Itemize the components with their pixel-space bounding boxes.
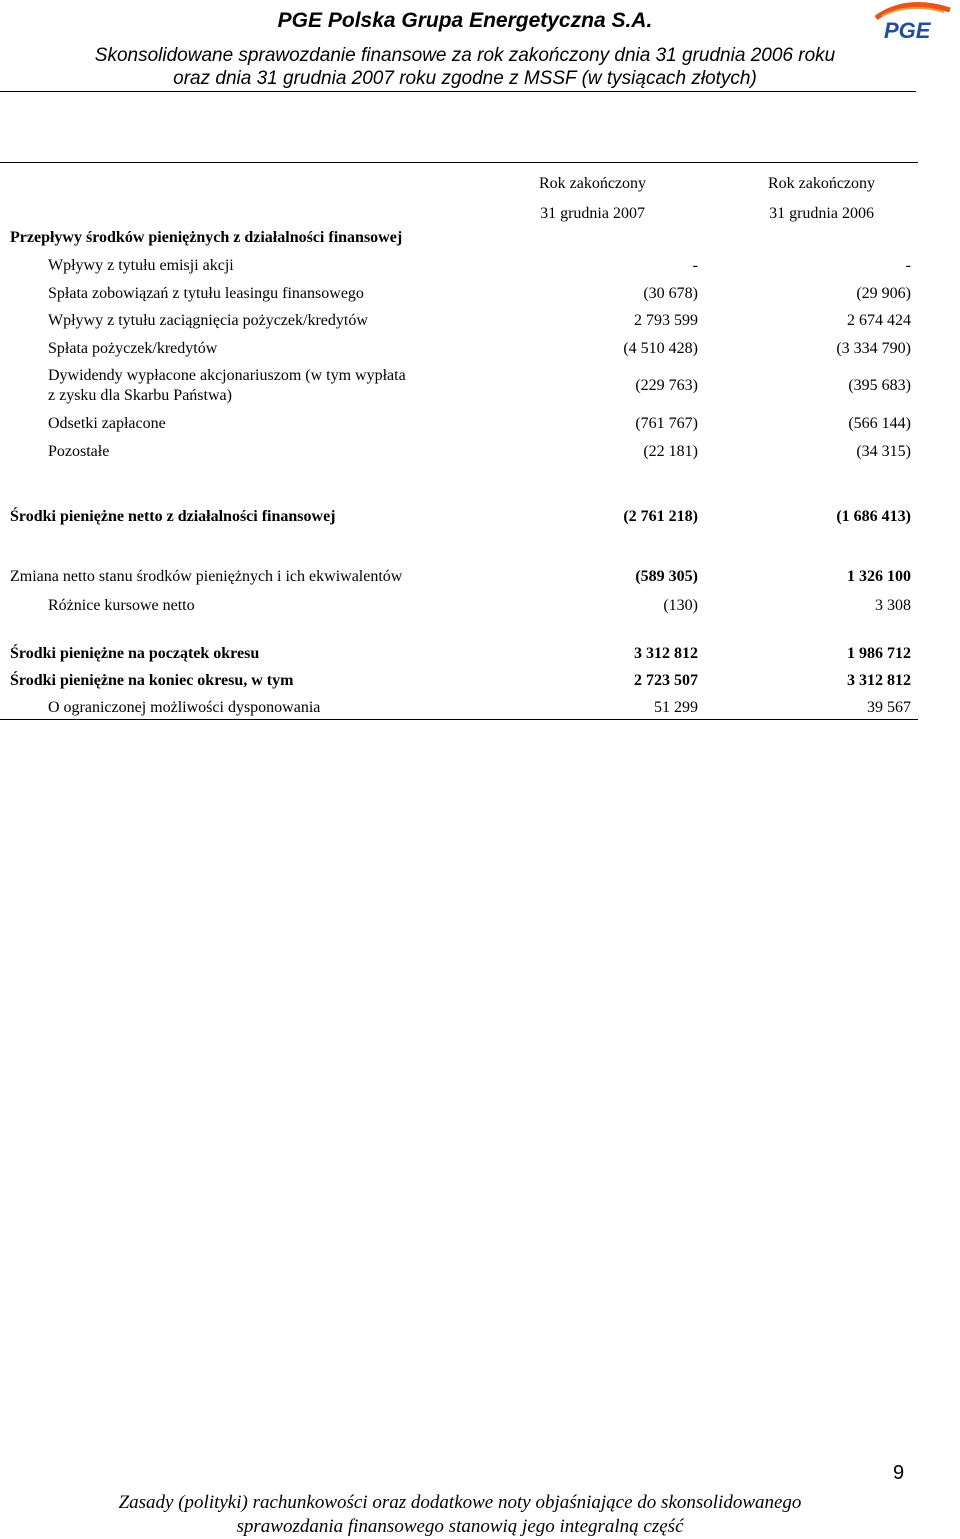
- value-2007: 2 793 599: [634, 312, 698, 329]
- value-2006: (1 686 413): [836, 508, 911, 525]
- column-header-2007-line-2: 31 grudnia 2007: [540, 205, 645, 222]
- value-2006: 39 567: [867, 699, 911, 716]
- value-2007: (130): [663, 597, 698, 614]
- footer-note-line-2: sprawozdania finansowego stanowią jego integralną część: [236, 1516, 684, 1537]
- row-label: Środki pieniężne na koniec okresu, w tym: [10, 672, 294, 689]
- row-label: Środki pieniężne netto z działalności finansowej: [10, 508, 336, 525]
- section-title: Przepływy środków pieniężnych z działalności finansowej: [10, 229, 403, 246]
- value-2007: -: [692, 257, 698, 274]
- column-header-2006-line-2: 31 grudnia 2006: [769, 205, 874, 222]
- value-2006: (34 315): [856, 443, 911, 460]
- value-2007: (761 767): [635, 415, 698, 432]
- row-label: Środki pieniężne na początek okresu: [10, 645, 260, 662]
- value-2006: 1 326 100: [847, 568, 911, 585]
- row-label: Wpływy z tytułu emisji akcji: [48, 257, 234, 274]
- value-2006: 3 308: [875, 597, 911, 614]
- value-2006: (3 334 790): [836, 340, 911, 357]
- value-2007: 2 723 507: [634, 672, 698, 689]
- value-2007: (2 761 218): [623, 508, 698, 525]
- value-2007: 51 299: [654, 699, 698, 716]
- value-2007: (589 305): [635, 568, 698, 585]
- row-label: Spłata pożyczek/kredytów: [48, 340, 218, 357]
- row-label: Odsetki zapłacone: [48, 415, 166, 432]
- value-2007: (4 510 428): [623, 340, 698, 357]
- row-label-line-1: Dywidendy wypłacone akcjonariuszom (w tym wypłata: [48, 367, 406, 384]
- value-2006: 2 674 424: [847, 312, 911, 329]
- value-2007: (30 678): [643, 285, 698, 302]
- value-2007: 3 312 812: [634, 645, 698, 662]
- report-subtitle-line-2: oraz dnia 31 grudnia 2007 roku zgodne z MSSF (w tysiącach złotych): [173, 68, 757, 89]
- row-label: Pozostałe: [48, 443, 110, 460]
- row-label: Wpływy z tytułu zaciągnięcia pożyczek/kredytów: [48, 312, 368, 329]
- logo-text: PGE: [884, 18, 931, 43]
- value-2006: -: [905, 257, 911, 274]
- value-2007: (229 763): [635, 377, 698, 394]
- column-header-2006-line-1: Rok zakończony: [767, 175, 876, 192]
- page-number: 9: [893, 1462, 905, 1484]
- value-2006: (566 144): [848, 415, 911, 432]
- value-2006: (29 906): [856, 285, 911, 302]
- footer-note-line-1: Zasady (polityki) rachunkowości oraz dodatkowe noty objaśniające do skonsolidowanego: [118, 1492, 802, 1513]
- pge-logo: [866, 0, 960, 46]
- column-header-2007-line-1: Rok zakończony: [538, 175, 647, 192]
- table-top-rule: [0, 162, 918, 163]
- table-bottom-rule: [0, 719, 918, 720]
- value-2007: (22 181): [643, 443, 698, 460]
- row-label: Spłata zobowiązań z tytułu leasingu finansowego: [48, 285, 364, 302]
- row-label-line-2: z zysku dla Skarbu Państwa): [48, 387, 232, 404]
- value-2006: 3 312 812: [847, 672, 911, 689]
- report-subtitle-line-1: Skonsolidowane sprawozdanie finansowe za rok zakończony dnia 31 grudnia 2006 roku: [94, 45, 836, 66]
- row-label: Zmiana netto stanu środków pieniężnych i ich ekwiwalentów: [10, 568, 403, 585]
- value-2006: 1 986 712: [847, 645, 911, 662]
- header-divider: [0, 91, 916, 92]
- row-label: Różnice kursowe netto: [48, 597, 195, 614]
- company-title: PGE Polska Grupa Energetyczna S.A.: [277, 9, 653, 32]
- value-2006: (395 683): [848, 377, 911, 394]
- row-label: O ograniczonej możliwości dysponowania: [48, 699, 321, 716]
